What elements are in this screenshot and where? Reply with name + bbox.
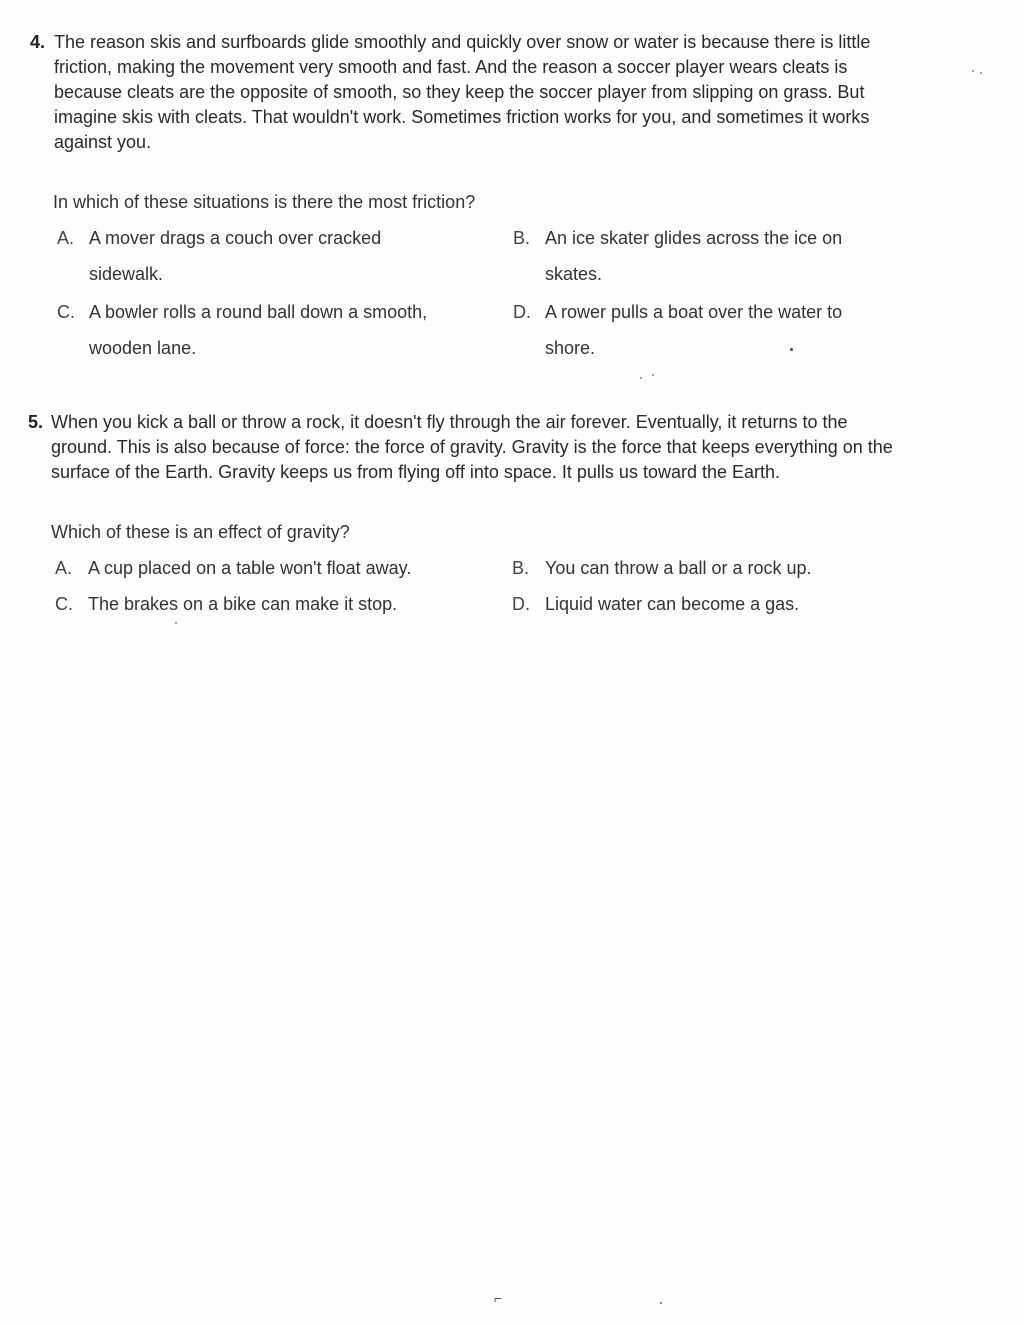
scan-speck <box>790 348 793 351</box>
scan-speck <box>652 374 654 376</box>
choice-letter: D. <box>513 302 531 322</box>
passage-line: against you. <box>54 132 152 152</box>
choice-text: A cup placed on a table won't float away. <box>88 558 412 578</box>
scan-speck <box>640 377 642 379</box>
passage-line: surface of the Earth. Gravity keeps us from flying off into space. It pulls us toward the Earth. <box>51 462 781 482</box>
choice-text: A mover drags a couch over cracked <box>89 228 382 248</box>
choice-text: You can throw a ball or a rock up. <box>545 558 812 578</box>
passage-line: because cleats are the opposite of smooth, so they keep the soccer player from slipping on grass. But <box>54 82 865 102</box>
scan-speck <box>660 1302 662 1304</box>
choice-text: shore. <box>545 338 596 358</box>
passage-line: The reason skis and surfboards glide smoothly and quickly over snow or water is because there is little <box>54 32 871 52</box>
passage-line: friction, making the movement very smooth and fast. And the reason a soccer player wears cleats is <box>54 57 848 77</box>
choice-text: An ice skater glides across the ice on <box>545 228 843 248</box>
scan-speck <box>972 70 974 72</box>
passage-line: ground. This is also because of force: the force of gravity. Gravity is the force that keeps everything on the <box>51 437 893 457</box>
choice-text: sidewalk. <box>89 264 164 284</box>
choice-letter: B. <box>512 558 530 578</box>
question-prompt: Which of these is an effect of gravity? <box>51 522 350 542</box>
choice-text: wooden lane. <box>89 338 197 358</box>
question-number: 5. <box>28 412 44 432</box>
choice-text: Liquid water can become a gas. <box>545 594 800 614</box>
scan-speck <box>175 622 177 624</box>
page-number-mark: ⌐ <box>494 1290 503 1306</box>
passage-line: imagine skis with cleats. That wouldn't work. Sometimes friction works for you, and sometimes it works <box>54 107 870 127</box>
choice-letter: A. <box>55 558 73 578</box>
choice-text: A rower pulls a boat over the water to <box>545 302 843 322</box>
choice-letter: A. <box>57 228 75 248</box>
choice-letter: D. <box>512 594 530 614</box>
passage-line: When you kick a ball or throw a rock, it doesn't fly through the air forever. Eventually, it returns to the <box>51 412 848 432</box>
question-prompt: In which of these situations is there the most friction? <box>53 192 476 212</box>
choice-letter: B. <box>513 228 531 248</box>
choice-text: The brakes on a bike can make it stop. <box>88 594 398 614</box>
question-number: 4. <box>30 32 46 52</box>
choice-text: skates. <box>545 264 603 284</box>
scan-speck <box>980 72 982 74</box>
choice-text: A bowler rolls a round ball down a smooth, <box>89 302 428 322</box>
choice-letter: C. <box>57 302 75 322</box>
choice-letter: C. <box>55 594 73 614</box>
